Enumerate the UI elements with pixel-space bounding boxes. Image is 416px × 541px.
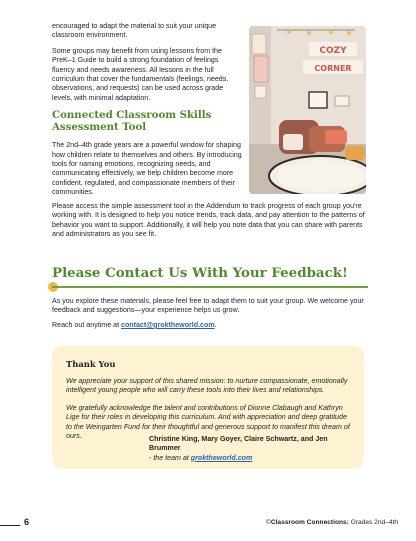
- signature-block: [149, 435, 359, 463]
- intro-continuation: encouraged to adapt the material to suit your unique classroom environment.: [52, 22, 217, 40]
- copyright-symbol: ©: [265, 519, 271, 526]
- thank-you-paragraph-2: We gratefully acknowledge the talent and contributions of Dionne Clabaugh and Kathryn Lige for their roles in developing this curriculum. And with appreciation and deep gratitude to the Weingarten Fund for their thoughtful and generous support to manifest this dream of ours.: [66, 404, 350, 441]
- signature-team: [149, 454, 359, 463]
- footer-rule: [0, 525, 20, 526]
- footer-title: [266, 519, 398, 526]
- assessment-access-paragraph: Please access the simple assessment tool in the Addendum to track progress of each group you're working with. It is designed to help you notice trends, track data, and pay attention to the patterns of behavior you want to support. Additionally, it will help you note data that you can share with parents and administrators as you see fit.: [52, 202, 365, 239]
- contact-email-link[interactable]: contact@groktheworld.com: [121, 321, 215, 329]
- assessment-section-title: Connected Classroom Skills Assessment Tool: [52, 109, 212, 134]
- sign-corner: CORNER: [314, 64, 352, 73]
- sign-cozy: COZY: [319, 46, 347, 56]
- page-number: 6: [24, 517, 30, 527]
- prek-paragraph: Some groups may benefit from using lessons from the PreK–1 Guide to build a strong foundation of feelings fluency and needs awareness. All lessons in the full curriculum that cover the fundamentals (feelings, needs, observations, and requests) can be used across grade levels, with minimal adaptation.: [52, 46, 229, 102]
- signature-names: Christine King, Mary Goyer, Claire Schwartz, and Jen Brummer: [149, 435, 328, 453]
- cozy-corner-photo: [249, 26, 366, 194]
- reach-suffix: .: [214, 321, 217, 329]
- thank-you-title: Thank You: [66, 359, 116, 369]
- contact-section-title: Please Contact Us With Your Feedback!: [52, 265, 348, 281]
- reach-out-line: [52, 321, 368, 330]
- thank-you-box: [52, 346, 364, 469]
- thank-you-paragraph-1: We appreciate your support of this shared mission: to nurture compassionate, emotionally intelligent young people who will carry these tools into their lives and relationships.: [66, 377, 348, 395]
- section-divider: [52, 286, 368, 288]
- team-website-link[interactable]: groktheworld.com: [190, 453, 253, 462]
- left-column: [52, 22, 242, 204]
- feedback-paragraph: As you explore these materials, please feel free to adapt them to suit your group. We welcome your feedback and suggestions—your experience helps us grow.: [52, 297, 364, 315]
- reach-prefix: Reach out anytime at: [52, 321, 122, 329]
- team-prefix: - the team at: [149, 453, 191, 462]
- footer-grades: Grades 2nd–4th: [348, 519, 398, 526]
- footer-title-bold: Classroom Connections:: [270, 519, 349, 526]
- assessment-paragraph: The 2nd–4th grade years are a powerful window for shaping how children relate to themselves and others. By introducing tools for naming emotions, recognizing needs, and communicating effectively, we help children become more confident, regulated, and compassionate members of their communities.: [52, 141, 242, 197]
- cozy-corner-illustration: [249, 26, 366, 194]
